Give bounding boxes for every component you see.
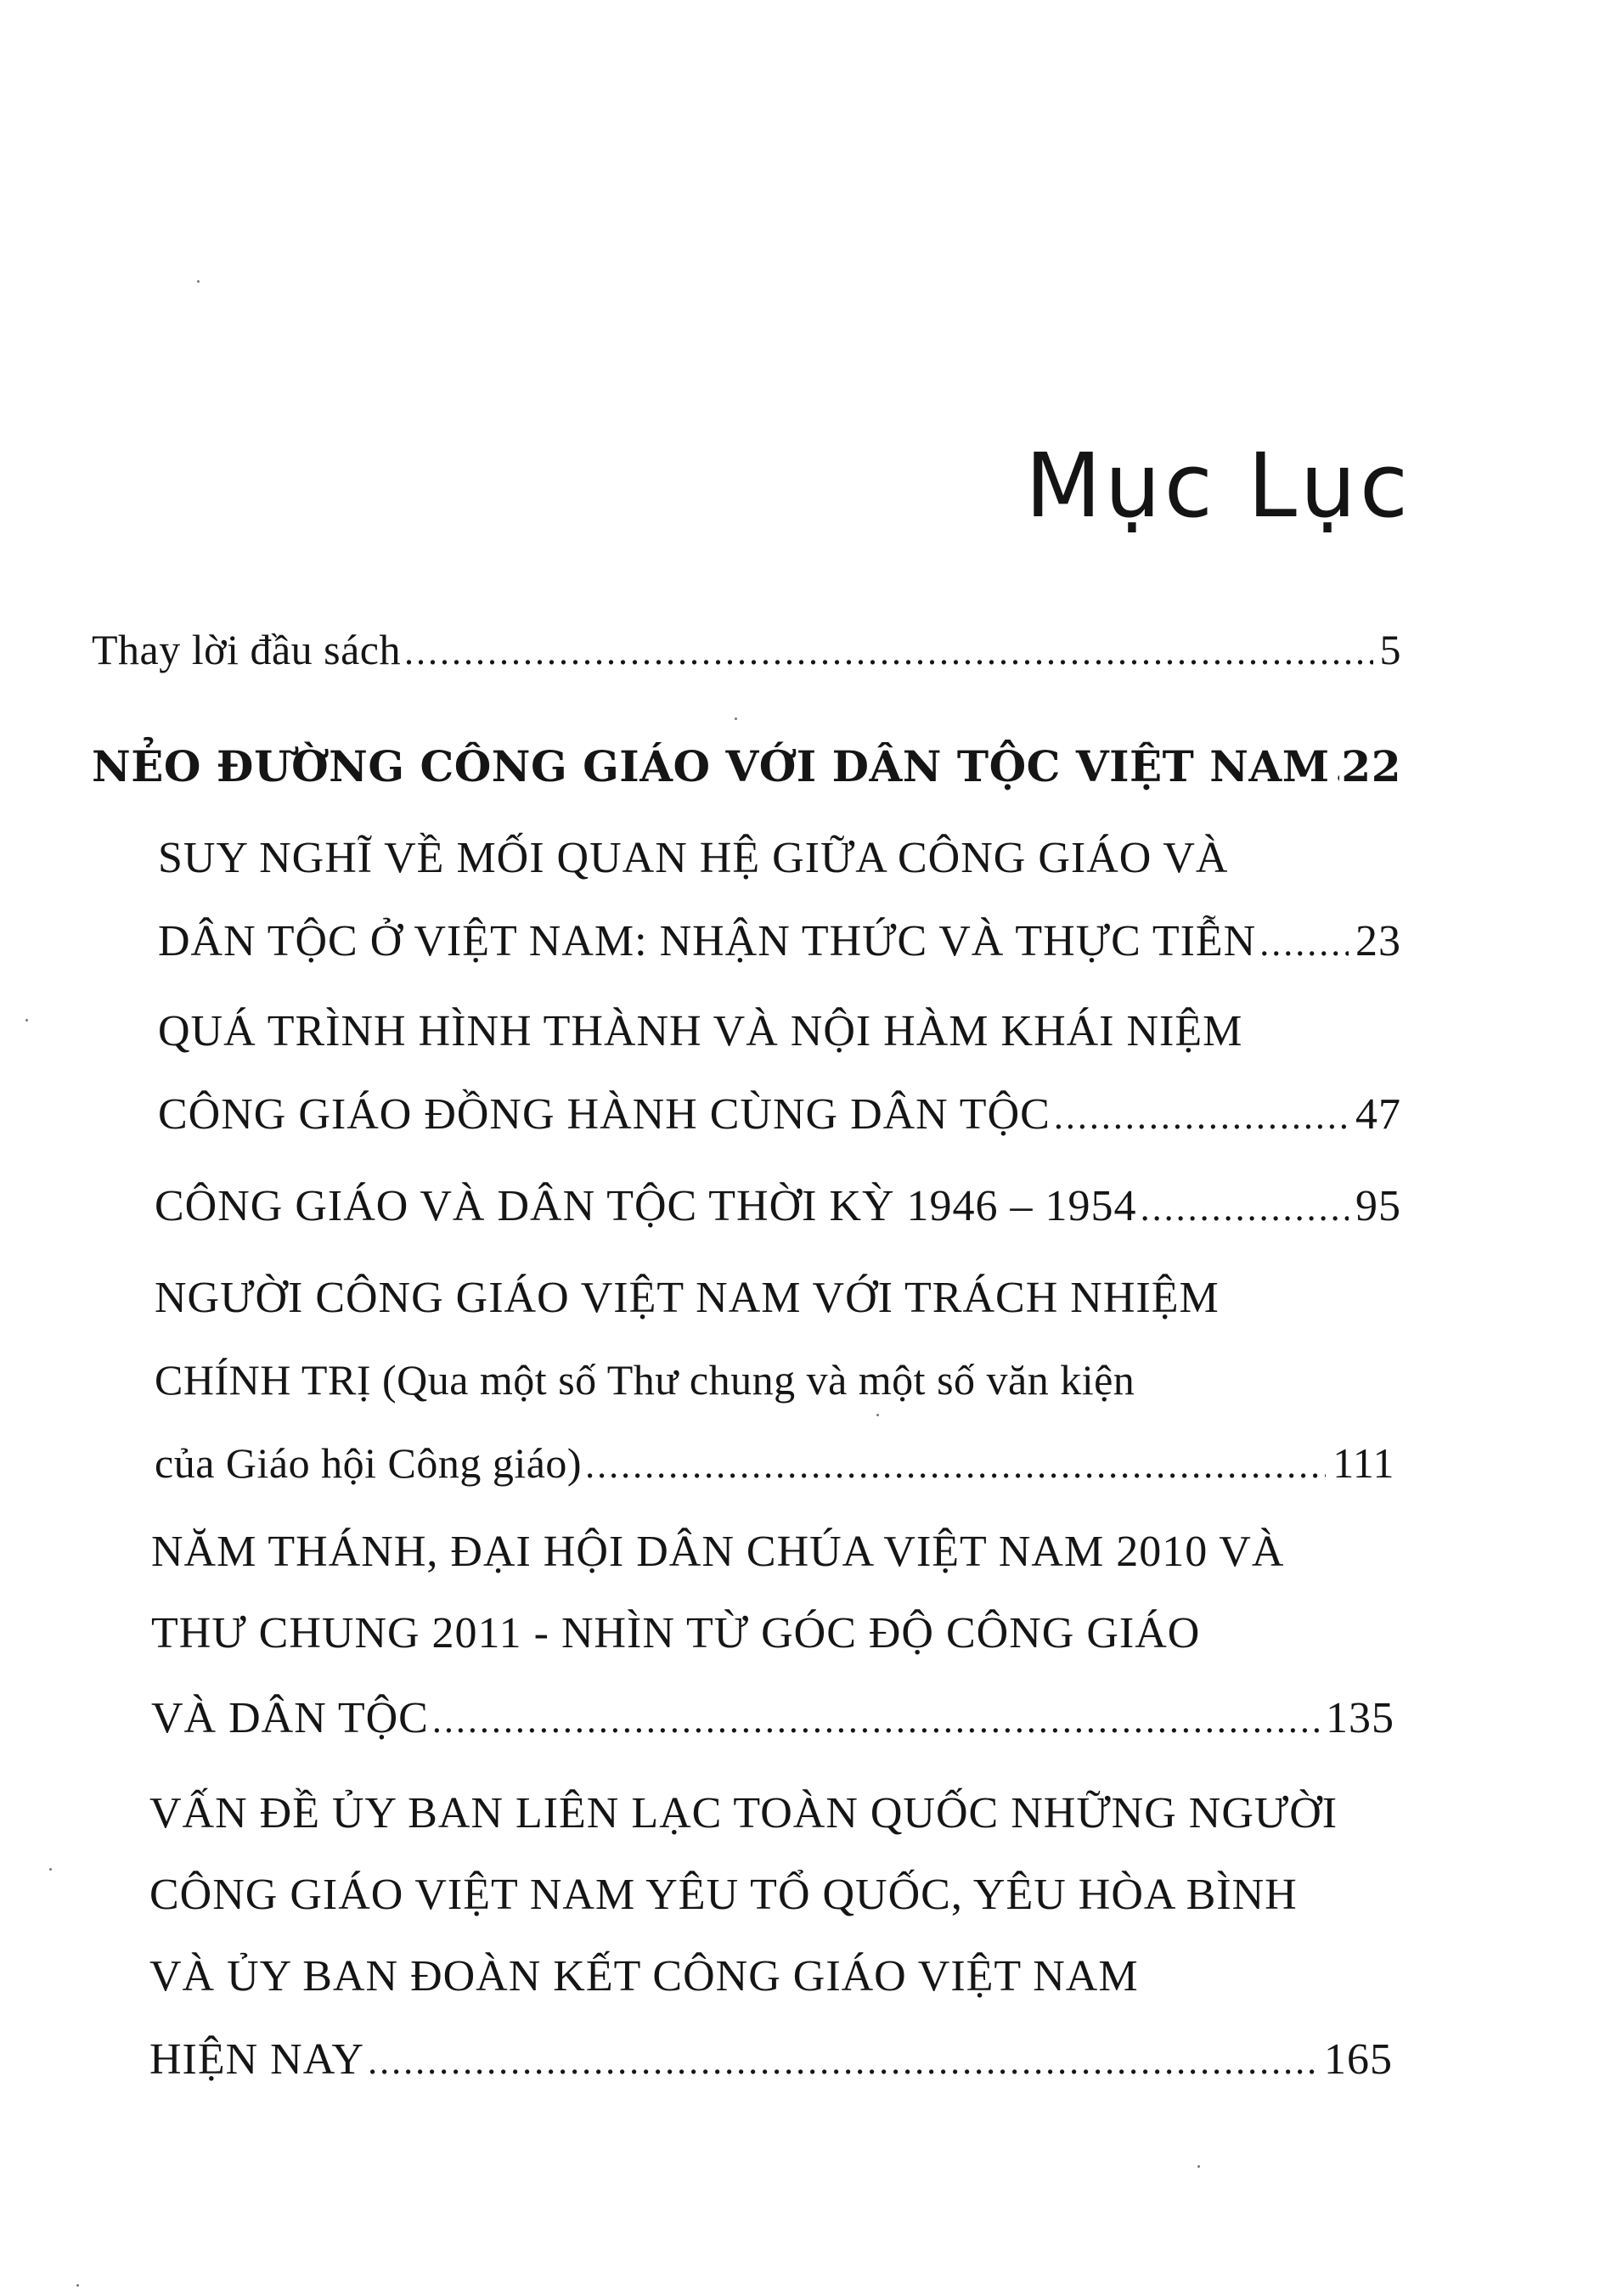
toc-entry-page: 47 <box>1355 1090 1401 1139</box>
toc-entry-text: Thay lời đầu sách <box>92 626 401 673</box>
dot-leader <box>432 1702 1319 1739</box>
dot-leader <box>404 633 1373 671</box>
toc-entry-line[interactable] <box>155 1182 1401 1230</box>
scan-speck <box>735 718 737 720</box>
toc-entry-page: 23 <box>1355 917 1401 965</box>
toc-entry-text: THƯ CHUNG 2011 - NHÌN TỪ GÓC ĐỘ CÔNG GIÁO <box>151 1609 1201 1657</box>
toc-entry-line[interactable] <box>149 1952 1139 2001</box>
toc-entry-line[interactable] <box>151 1694 1394 1742</box>
toc-entry-page: 135 <box>1326 1694 1394 1742</box>
toc-entry-page: 5 <box>1379 626 1401 673</box>
toc-entry-page: 165 <box>1324 2035 1393 2084</box>
toc-entry-text: VÀ DÂN TỘC <box>151 1694 429 1742</box>
dot-leader <box>1054 1098 1349 1135</box>
toc-entry-text: NGƯỜI CÔNG GIÁO VIỆT NAM VỚI TRÁCH NHIỆM <box>155 1274 1220 1322</box>
toc-entry-text: CHÍNH TRỊ (Qua một số Thư chung và một số văn kiện <box>155 1356 1135 1404</box>
toc-entry-text: của Giáo hội Công giáo) <box>155 1439 583 1487</box>
toc-entry-line[interactable] <box>158 1007 1243 1055</box>
scan-speck <box>197 280 200 283</box>
dot-leader <box>585 1447 1326 1484</box>
toc-entry-text: CÔNG GIÁO ĐỒNG HÀNH CÙNG DÂN TỘC <box>158 1090 1051 1139</box>
toc-entry-text: NĂM THÁNH, ĐẠI HỘI DÂN CHÚA VIỆT NAM 2010 VÀ <box>151 1528 1285 1576</box>
toc-entry-text: VẤN ĐỀ ỦY BAN LIÊN LẠC TOÀN QUỐC NHỮNG NGƯỜI <box>149 1789 1338 1837</box>
dot-leader <box>368 2043 1317 2080</box>
toc-entry-text: QUÁ TRÌNH HÌNH THÀNH VÀ NỘI HÀM KHÁI NIỆM <box>158 1007 1243 1055</box>
toc-entry-line[interactable] <box>149 2035 1393 2084</box>
toc-entry-foreword[interactable] <box>92 628 1401 671</box>
toc-entry-text: NẺO ĐƯỜNG CÔNG GIÁO VỚI DÂN TỘC VIỆT NAM <box>92 741 1330 791</box>
toc-entry-line[interactable] <box>158 836 1228 881</box>
toc-entry-page: 22 <box>1341 741 1401 791</box>
toc-entry-text: VÀ ỦY BAN ĐOÀN KẾT CÔNG GIÁO VIỆT NAM <box>149 1952 1139 2001</box>
toc-entry-line[interactable] <box>151 1609 1201 1657</box>
toc-entry-text: HIỆN NAY <box>149 2035 365 2084</box>
toc-entry-line[interactable] <box>149 1789 1338 1837</box>
toc-entry-page: 111 <box>1332 1439 1394 1487</box>
dot-leader <box>1141 1190 1349 1227</box>
toc-entry-text: DÂN TỘC Ở VIỆT NAM: NHẬN THỨC VÀ THỰC TIỄN <box>158 917 1257 965</box>
page-title: Mục Lục <box>1025 434 1411 537</box>
dot-leader <box>1335 748 1340 787</box>
toc-entry-text: CÔNG GIÁO VIỆT NAM YÊU TỔ QUỐC, YÊU HÒA BÌNH <box>149 1871 1298 1919</box>
scan-speck <box>49 1868 52 1871</box>
dot-leader <box>1259 925 1349 962</box>
toc-entry-line[interactable] <box>155 1356 1135 1404</box>
toc-entry-page: 95 <box>1355 1182 1401 1230</box>
toc-entry-text: CÔNG GIÁO VÀ DÂN TỘC THỜI KỲ 1946 – 1954 <box>155 1182 1137 1230</box>
toc-entry-line[interactable] <box>158 1090 1401 1139</box>
scan-speck <box>76 2284 79 2287</box>
scan-speck <box>876 1414 879 1416</box>
scan-speck <box>25 1019 28 1021</box>
toc-entry-text: SUY NGHĨ VỀ MỐI QUAN HỆ GIỮA CÔNG GIÁO VÀ <box>158 834 1229 882</box>
toc-part-heading[interactable] <box>92 741 1401 791</box>
toc-entry-line[interactable] <box>155 1439 1394 1487</box>
toc-entry-line[interactable] <box>158 917 1401 965</box>
toc-entry-line[interactable] <box>155 1276 1220 1320</box>
toc-entry-line[interactable] <box>149 1873 1298 1917</box>
scan-speck <box>1197 2165 1200 2168</box>
toc-entry-line[interactable] <box>151 1530 1284 1574</box>
